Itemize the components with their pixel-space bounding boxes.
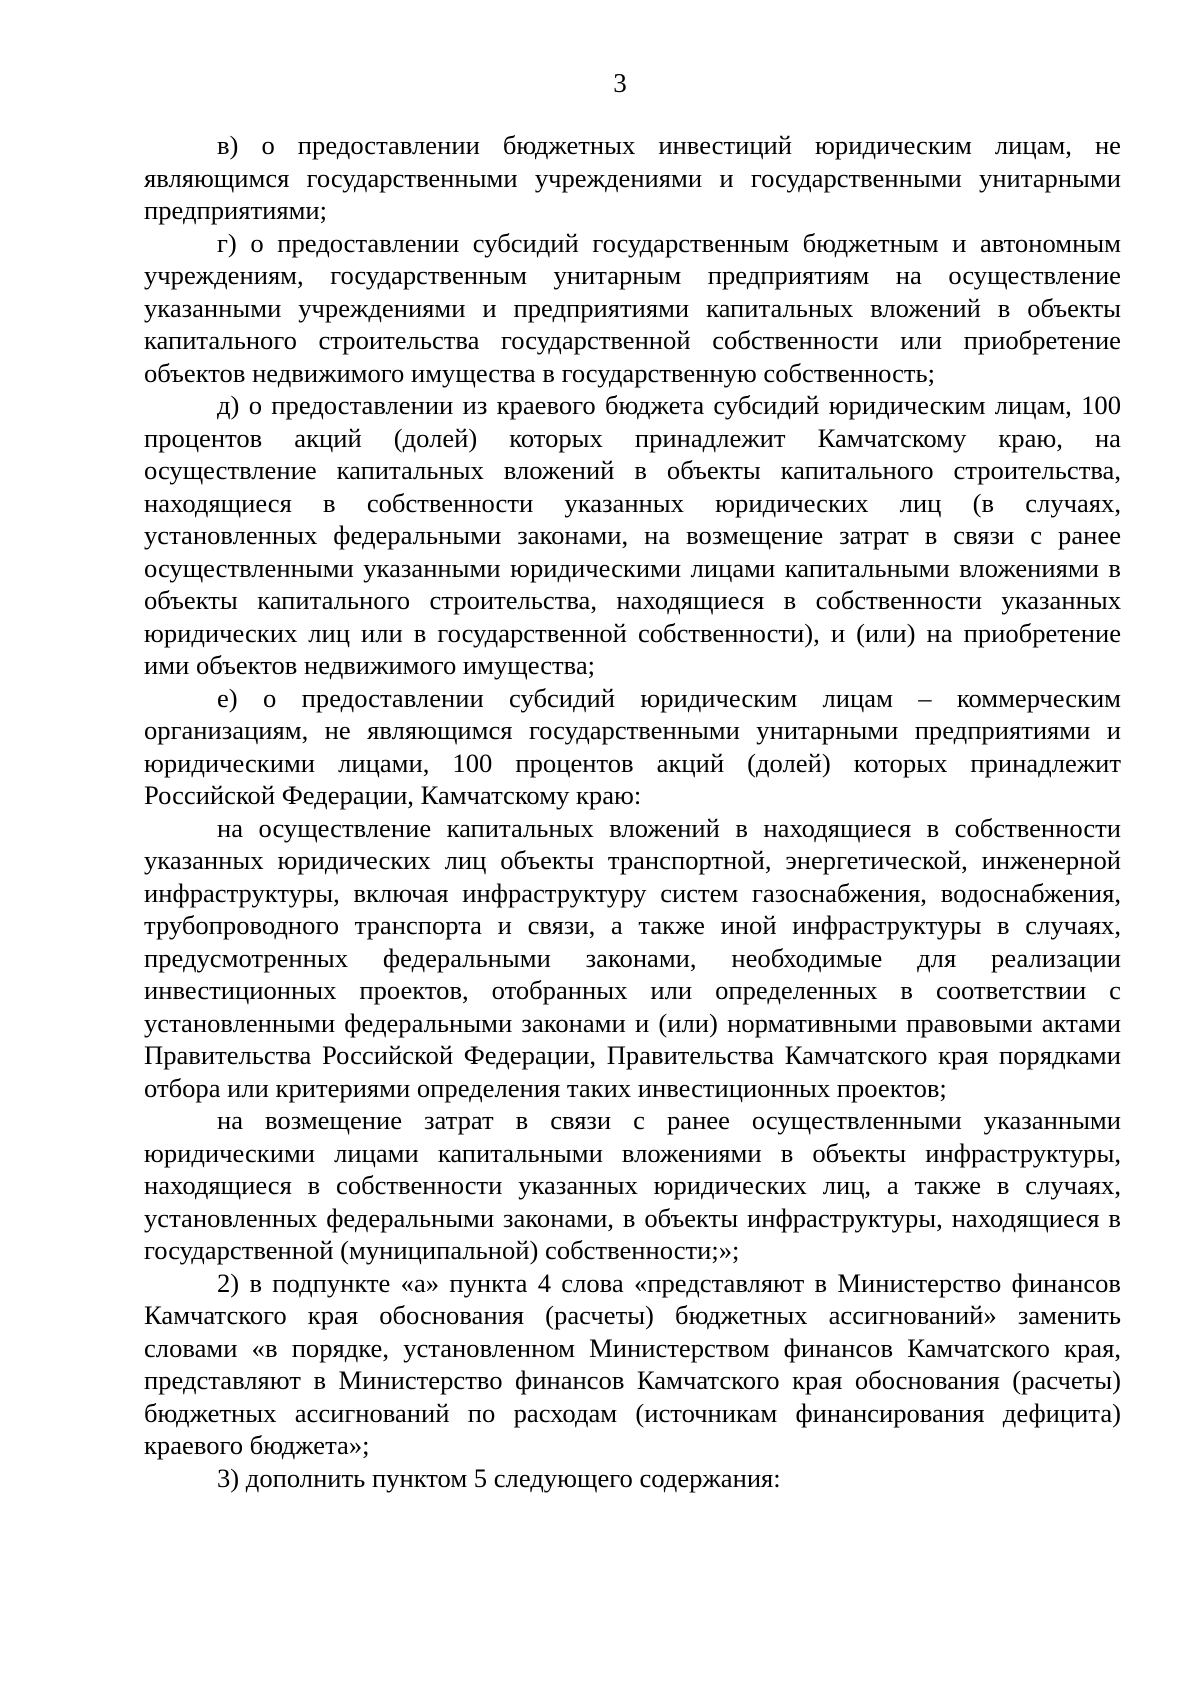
paragraph-v: в) о предоставлении бюджетных инвестиций юридическим лицам, не являющимся государственными учреждениями и государственными унитарными предприятиями; — [144, 130, 1121, 225]
page-number: 3 — [613, 68, 627, 98]
paragraph-g: г) о предоставлении субсидий государственным бюджетным и автономным учреждениям, государственным унитарным предприятиям на осуществление указанными учреждениями и предприятиями капитальных вложений в объекты капитального строительства государственной собственности или приобретение объектов недвижимого имущества в государственную собственность; — [144, 227, 1121, 388]
paragraph-e: е) о предоставлении субсидий юридическим лицам – коммерческим организациям, не являющимся государственными унитарными предприятиями и юридическими лицами, 100 процентов акций (долей) которых принадлежит Российской Федерации, Камчатскому краю: — [144, 682, 1121, 810]
paragraph-d: д) о предоставлении из краевого бюджета субсидий юридическим лицам, 100 процентов акций (долей) которых принадлежит Камчатскому краю, на осуществление капитальных вложений в объекты капитального строительства, находящиеся в собственности указанных юридических лиц (в случаях, установленных федеральными законами, на возмещение затрат в связи с ранее осуществленными указанными юридическими лицами капитальными вложениями в объекты капитального строительства, находящиеся в собственности указанных юридических лиц или в государственной собственности), и (или) на приобретение ими объектов недвижимого имущества; — [144, 390, 1121, 680]
paragraph-e-cost-reimbursement: на возмещение затрат в связи с ранее осуществленными указанными юридическими лицами капитальными вложениями в объекты инфраструктуры, находящиеся в собственности указанных юридических лиц, а также в случаях, установленных федеральными законами, в объекты инфраструктуры, находящиеся в государственной (муниципальной) собственности;»; — [144, 1105, 1121, 1265]
paragraph-e-capital-investments: на осуществление капитальных вложений в находящиеся в собственности указанных юридических лиц объекты транспортной, энергетической, инженерной инфраструктуры, включая инфраструктуру систем газоснабжения, водоснабжения, трубопроводного транспорта и связи, а также иной инфраструктуры в случаях, предусмотренных федеральными законами, необходимые для реализации инвестиционных проектов, отобранных или определенных в соответствии с установленными федеральными законами и (или) нормативными правовыми актами Правительства Российской Федерации, Правительства Камчатского края порядками отбора или критериями определения таких инвестиционных проектов; — [144, 812, 1121, 1103]
document-body — [144, 129, 1121, 1494]
paragraph-item-2: 2) в подпункте «а» пункта 4 слова «представляют в Министерство финансов Камчатского края обоснования (расчеты) бюджетных ассигнований» заменить словами «в порядке, установленном Министерством финансов Камчатского края, представляют в Министерство финансов Камчатского края обоснования (расчеты) бюджетных ассигнований по расходам (источникам финансирования дефицита) краевого бюджета»; — [144, 1267, 1121, 1460]
paragraph-item-3: 3) дополнить пунктом 5 следующего содержания: — [217, 1462, 781, 1493]
